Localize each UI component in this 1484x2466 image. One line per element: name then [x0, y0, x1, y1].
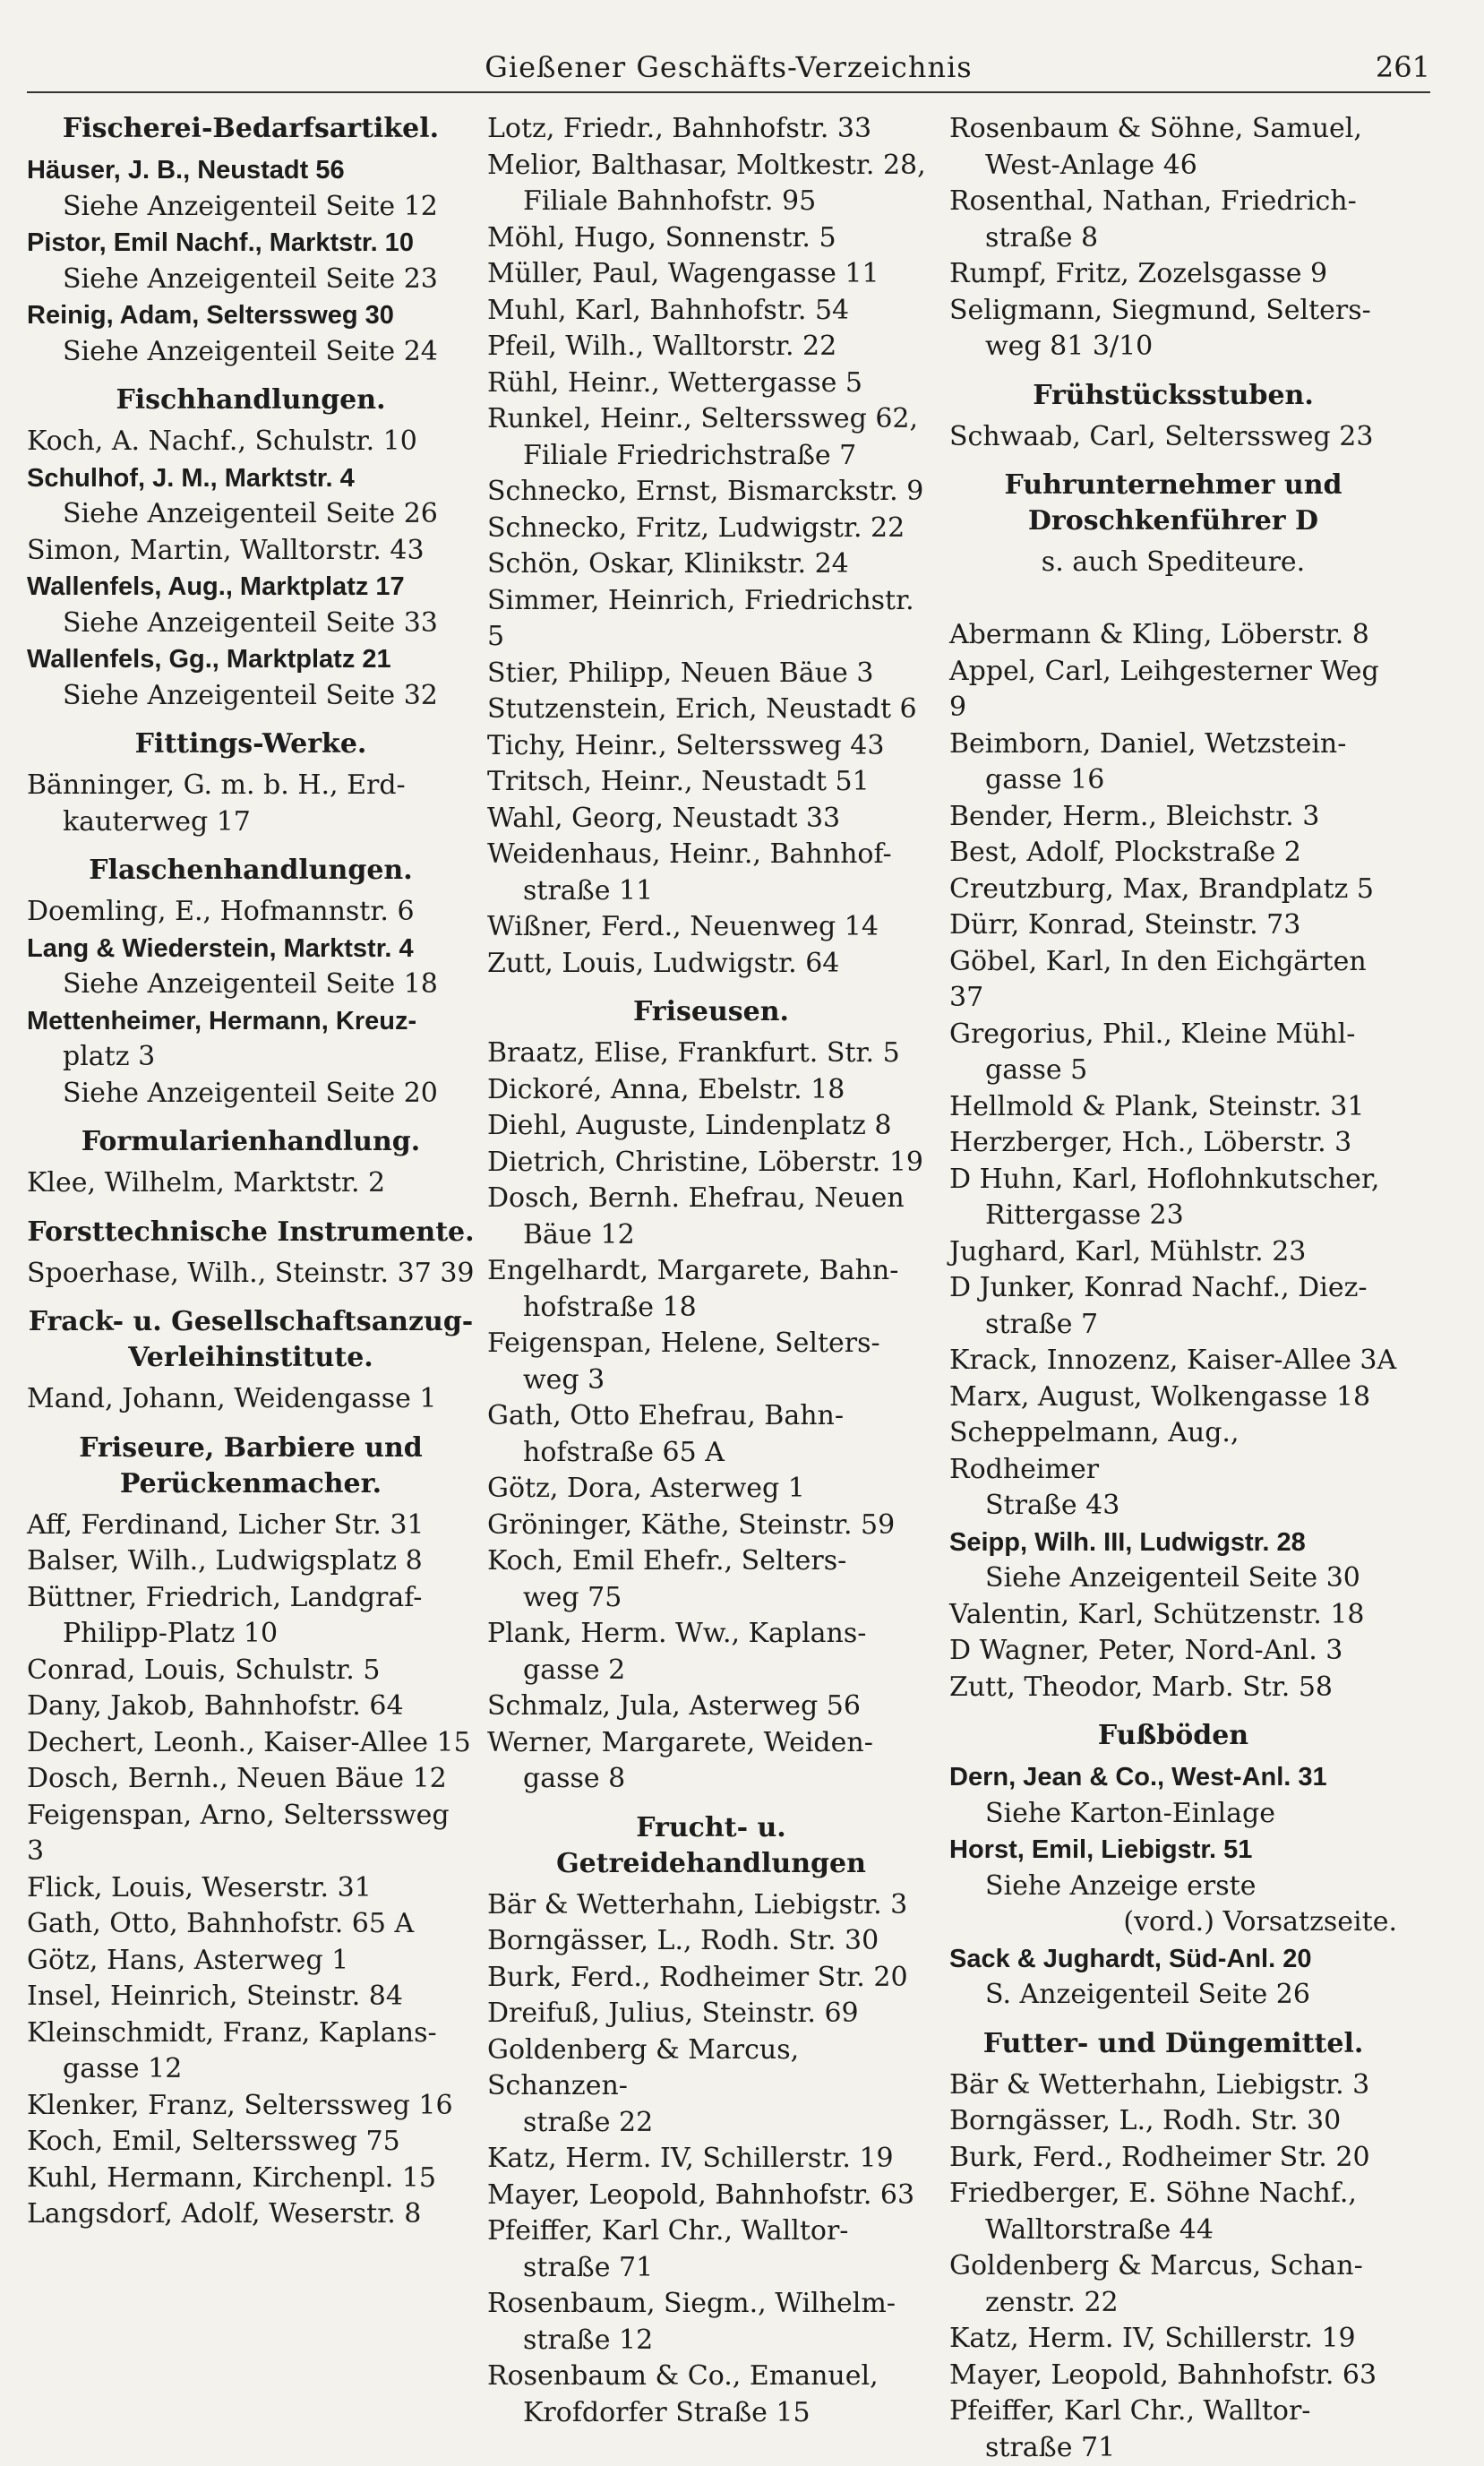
- directory-entry-continuation: weg 75: [487, 1580, 935, 1617]
- directory-entry-continuation: hofstraße 65 A: [487, 1435, 935, 1472]
- directory-entry: Scheppelmann, Aug., Rodheimer: [949, 1415, 1397, 1488]
- directory-entry: Langsdorf, Adolf, Weserstr. 8: [27, 2196, 475, 2233]
- directory-entry-continuation: Siehe Anzeigenteil Seite 20: [27, 1076, 475, 1113]
- section-heading: Frack- u. Gesellschaftsanzug-Verleihinstitute.: [27, 1304, 475, 1376]
- section-heading: Forsttechnische Instrumente.: [27, 1215, 475, 1250]
- directory-entry: Gath, Otto, Bahnhofstr. 65 A: [27, 1906, 475, 1943]
- directory-entry: Plank, Herm. Ww., Kaplans-: [487, 1616, 935, 1653]
- directory-entry: Flick, Louis, Weserstr. 31: [27, 1870, 475, 1907]
- directory-entry-continuation: Philipp-Platz 10: [27, 1616, 475, 1653]
- directory-entry: Stutzenstein, Erich, Neustadt 6: [487, 692, 935, 728]
- directory-entry: Lotz, Friedr., Bahnhofstr. 33: [487, 111, 935, 148]
- directory-entry: Simmer, Heinrich, Friedrichstr. 5: [487, 583, 935, 656]
- directory-entry: Zutt, Theodor, Marb. Str. 58: [949, 1670, 1397, 1706]
- section-heading: Friseure, Barbiere und Perückenmacher.: [27, 1431, 475, 1502]
- directory-entry: Dietrich, Christine, Löberstr. 19: [487, 1145, 935, 1181]
- directory-entry: Simon, Martin, Walltorstr. 43: [27, 533, 475, 570]
- directory-entry: Dickoré, Anna, Ebelstr. 18: [487, 1072, 935, 1109]
- directory-entry: Valentin, Karl, Schützenstr. 18: [949, 1597, 1397, 1634]
- directory-entry: Pfeiffer, Karl Chr., Walltor-: [487, 2213, 935, 2250]
- directory-entry: Tritsch, Heinr., Neustadt 51: [487, 764, 935, 801]
- directory-entry-continuation: Bäue 12: [487, 1217, 935, 1254]
- directory-entry: Runkel, Heinr., Selterssweg 62,: [487, 401, 935, 438]
- directory-entry: Schön, Oskar, Klinikstr. 24: [487, 546, 935, 583]
- directory-entry-continuation: Siehe Anzeigenteil Seite 23: [27, 262, 475, 298]
- directory-entry: Dechert, Leonh., Kaiser-Allee 15: [27, 1725, 475, 1762]
- directory-entry: Schulhof, J. M., Marktstr. 4: [27, 460, 475, 497]
- page-number: 261: [1376, 50, 1430, 84]
- directory-entry-continuation: Krofdorfer Straße 15: [487, 2395, 935, 2432]
- directory-entry: Klee, Wilhelm, Marktstr. 2: [27, 1165, 475, 1202]
- directory-entry-continuation: straße 7: [949, 1307, 1397, 1344]
- directory-entry: Burk, Ferd., Rodheimer Str. 20: [949, 2140, 1397, 2177]
- directory-entry-continuation: kauterweg 17: [27, 804, 475, 841]
- directory-entry: Appel, Carl, Leihgesterner Weg 9: [949, 654, 1397, 726]
- directory-entry: Aff, Ferdinand, Licher Str. 31: [27, 1508, 475, 1544]
- directory-entry: Herzberger, Hch., Löberstr. 3: [949, 1125, 1397, 1162]
- section-heading: Formularienhandlung.: [27, 1124, 475, 1160]
- directory-entry: Koch, Emil, Selterssweg 75: [27, 2124, 475, 2161]
- directory-entry: Feigenspan, Helene, Selters-: [487, 1326, 935, 1362]
- section-heading: Flaschenhandlungen.: [27, 853, 475, 889]
- directory-entry-continuation: weg 3: [487, 1362, 935, 1399]
- directory-entry-continuation: Siehe Anzeigenteil Seite 12: [27, 189, 475, 226]
- directory-entry: Feigenspan, Arno, Selterssweg 3: [27, 1798, 475, 1870]
- directory-entry: Braatz, Elise, Frankfurt. Str. 5: [487, 1035, 935, 1072]
- directory-entry: Jughard, Karl, Mühlstr. 23: [949, 1234, 1397, 1271]
- directory-entry: Häuser, J. B., Neustadt 56: [27, 152, 475, 189]
- directory-entry: Dreifuß, Julius, Steinstr. 69: [487, 1996, 935, 2032]
- directory-entry: Abermann & Kling, Löberstr. 8: [949, 617, 1397, 654]
- directory-entry: Balser, Wilh., Ludwigsplatz 8: [27, 1543, 475, 1580]
- directory-entry: Hellmold & Plank, Steinstr. 31: [949, 1089, 1397, 1126]
- directory-entry-continuation: Walltorstraße 44: [949, 2213, 1397, 2249]
- directory-entry-continuation: Siehe Anzeigenteil Seite 33: [27, 606, 475, 642]
- section-heading: Futter- und Düngemittel.: [949, 2026, 1397, 2062]
- directory-entry-continuation: Straße 43: [949, 1488, 1397, 1525]
- section-heading: Fischerei-Bedarfsartikel.: [27, 111, 475, 147]
- directory-entry-continuation: Rittergasse 23: [949, 1198, 1397, 1234]
- directory-entry: s. auch Spediteure.: [949, 545, 1397, 581]
- directory-entry: Creutzburg, Max, Brandplatz 5: [949, 872, 1397, 908]
- directory-entry: Muhl, Karl, Bahnhofstr. 54: [487, 293, 935, 330]
- directory-entry-continuation: Filiale Bahnhofstr. 95: [487, 184, 935, 220]
- directory-entry: Mayer, Leopold, Bahnhofstr. 63: [949, 2358, 1397, 2394]
- directory-entry: Götz, Dora, Asterweg 1: [487, 1471, 935, 1508]
- directory-entry: Beimborn, Daniel, Wetzstein-: [949, 726, 1397, 763]
- directory-entry-continuation: gasse 8: [487, 1761, 935, 1798]
- page-title: Gießener Geschäfts-Verzeichnis: [27, 50, 1430, 84]
- directory-entry: D Wagner, Peter, Nord-Anl. 3: [949, 1633, 1397, 1670]
- directory-entry: Gath, Otto Ehefrau, Bahn-: [487, 1398, 935, 1435]
- directory-entry: (vord.) Vorsatzseite.: [949, 1904, 1397, 1941]
- section-heading: Fischhandlungen.: [27, 382, 475, 418]
- directory-entry: Rosenbaum & Söhne, Samuel,: [949, 111, 1397, 148]
- section-heading: Frucht- u. Getreidehandlungen: [487, 1810, 935, 1882]
- directory-entry: Pistor, Emil Nachf., Marktstr. 10: [27, 225, 475, 262]
- directory-entry: D Junker, Konrad Nachf., Diez-: [949, 1270, 1397, 1307]
- directory-entry-continuation: Siehe Anzeigenteil Seite 26: [27, 496, 475, 533]
- directory-entry: Mayer, Leopold, Bahnhofstr. 63: [487, 2178, 935, 2214]
- directory-entry: Conrad, Louis, Schulstr. 5: [27, 1653, 475, 1689]
- directory-entry-continuation: straße 12: [487, 2323, 935, 2359]
- directory-entry: Pfeil, Wilh., Walltorstr. 22: [487, 329, 935, 365]
- directory-entry-continuation: Filiale Friedrichstraße 7: [487, 438, 935, 475]
- directory-entry: Rühl, Heinr., Wettergasse 5: [487, 365, 935, 402]
- column-3: [949, 111, 1397, 2466]
- directory-entry-continuation: Siehe Anzeigenteil Seite 32: [27, 678, 475, 715]
- directory-entry: Rosenthal, Nathan, Friedrich-: [949, 184, 1397, 220]
- directory-entry: Pfeiffer, Karl Chr., Walltor-: [949, 2393, 1397, 2430]
- page-header: [27, 47, 1430, 93]
- column-1: [27, 111, 475, 2233]
- directory-entry: [949, 581, 1397, 618]
- directory-entry: Rosenbaum, Siegm., Wilhelm-: [487, 2286, 935, 2323]
- directory-entry: Mettenheimer, Hermann, Kreuz-: [27, 1003, 475, 1040]
- directory-entry: Best, Adolf, Plockstraße 2: [949, 835, 1397, 872]
- directory-entry: Koch, A. Nachf., Schulstr. 10: [27, 424, 475, 460]
- column-2: [487, 111, 935, 2431]
- directory-entry-continuation: straße 11: [487, 873, 935, 910]
- directory-entry: Göbel, Karl, In den Eichgärten 37: [949, 944, 1397, 1017]
- directory-entry: Dürr, Konrad, Steinstr. 73: [949, 907, 1397, 944]
- directory-entry: Katz, Herm. IV, Schillerstr. 19: [949, 2321, 1397, 2358]
- directory-entry: Schmalz, Jula, Asterweg 56: [487, 1688, 935, 1725]
- section-heading: Frühstücksstuben.: [949, 378, 1397, 414]
- directory-entry: Wahl, Georg, Neustadt 33: [487, 801, 935, 838]
- directory-entry-continuation: gasse 5: [949, 1053, 1397, 1089]
- directory-entry: Wißner, Ferd., Neuenweg 14: [487, 909, 935, 946]
- directory-entry: Schwaab, Carl, Selterssweg 23: [949, 419, 1397, 456]
- directory-entry: Marx, August, Wolkengasse 18: [949, 1379, 1397, 1416]
- directory-entry: Klenker, Franz, Selterssweg 16: [27, 2088, 475, 2125]
- directory-entry: Dany, Jakob, Bahnhofstr. 64: [27, 1688, 475, 1725]
- directory-entry-continuation: gasse 16: [949, 762, 1397, 799]
- directory-entry-continuation: straße 8: [949, 220, 1397, 257]
- directory-entry-continuation: S. Anzeigenteil Seite 26: [949, 1977, 1397, 2014]
- directory-entry-continuation: Siehe Anzeigenteil Seite 24: [27, 334, 475, 371]
- directory-entry-continuation: platz 3: [27, 1039, 475, 1076]
- directory-entry-continuation: straße 22: [487, 2105, 935, 2142]
- directory-entry: Bär & Wetterhahn, Liebigstr. 3: [949, 2067, 1397, 2104]
- directory-entry: Doemling, E., Hofmannstr. 6: [27, 894, 475, 931]
- section-heading: Fuhrunternehmer und Droschkenführer D: [949, 468, 1397, 539]
- directory-entry: Zutt, Louis, Ludwigstr. 64: [487, 946, 935, 983]
- directory-entry-continuation: straße 71: [487, 2250, 935, 2287]
- directory-entry: Wallenfels, Gg., Marktplatz 21: [27, 641, 475, 678]
- directory-entry: Rumpf, Fritz, Zozelsgasse 9: [949, 256, 1397, 293]
- directory-entry: Seipp, Wilh. III, Ludwigstr. 28: [949, 1525, 1397, 1561]
- directory-entry: Sack & Jughardt, Süd-Anl. 20: [949, 1941, 1397, 1978]
- directory-entry: Reinig, Adam, Selterssweg 30: [27, 297, 475, 334]
- directory-entry: Rosenbaum & Co., Emanuel,: [487, 2359, 935, 2395]
- directory-entry: Mand, Johann, Weidengasse 1: [27, 1381, 475, 1418]
- directory-entry: Burk, Ferd., Rodheimer Str. 20: [487, 1960, 935, 1997]
- directory-entry: Goldenberg & Marcus, Schanzen-: [487, 2032, 935, 2105]
- directory-entry: Horst, Emil, Liebigstr. 51: [949, 1832, 1397, 1869]
- directory-entry-continuation: Siehe Anzeigenteil Seite 30: [949, 1560, 1397, 1597]
- directory-entry: Koch, Emil Ehefr., Selters-: [487, 1543, 935, 1580]
- directory-entry: Kleinschmidt, Franz, Kaplans-: [27, 2015, 475, 2052]
- directory-entry: Dern, Jean & Co., West-Anl. 31: [949, 1759, 1397, 1796]
- directory-entry: Seligmann, Siegmund, Selters-: [949, 293, 1397, 330]
- directory-entry: Bender, Herm., Bleichstr. 3: [949, 799, 1397, 836]
- directory-entry: Insel, Heinrich, Steinstr. 84: [27, 1979, 475, 2015]
- directory-entry-continuation: gasse 12: [27, 2051, 475, 2088]
- directory-entry: Werner, Margarete, Weiden-: [487, 1725, 935, 1762]
- directory-entry: Goldenberg & Marcus, Schan-: [949, 2248, 1397, 2285]
- directory-entry: Götz, Hans, Asterweg 1: [27, 1943, 475, 1980]
- directory-entry-continuation: West-Anlage 46: [949, 148, 1397, 185]
- directory-entry: Stier, Philipp, Neuen Bäue 3: [487, 656, 935, 692]
- directory-entry: Krack, Innozenz, Kaiser-Allee 3A: [949, 1343, 1397, 1379]
- section-heading: Friseusen.: [487, 994, 935, 1030]
- directory-entry: Schnecko, Ernst, Bismarckstr. 9: [487, 474, 935, 511]
- section-heading: Fittings-Werke.: [27, 726, 475, 762]
- directory-entry: Lang & Wiederstein, Marktstr. 4: [27, 931, 475, 967]
- directory-entry: Gregorius, Phil., Kleine Mühl-: [949, 1017, 1397, 1053]
- directory-entry: D Huhn, Karl, Hoflohnkutscher,: [949, 1162, 1397, 1199]
- directory-entry-continuation: Siehe Karton-Einlage: [949, 1796, 1397, 1833]
- section-heading: Fußböden: [949, 1718, 1397, 1754]
- directory-entry-continuation: gasse 2: [487, 1653, 935, 1689]
- directory-entry: Friedberger, E. Söhne Nachf.,: [949, 2176, 1397, 2213]
- directory-entry: Weidenhaus, Heinr., Bahnhof-: [487, 837, 935, 873]
- directory-entry: Büttner, Friedrich, Landgraf-: [27, 1580, 475, 1617]
- directory-entry: Borngässer, L., Rodh. Str. 30: [487, 1923, 935, 1960]
- directory-entry: Wallenfels, Aug., Marktplatz 17: [27, 569, 475, 606]
- directory-entry: Gröninger, Käthe, Steinstr. 59: [487, 1508, 935, 1544]
- directory-entry: Kuhl, Hermann, Kirchenpl. 15: [27, 2161, 475, 2197]
- directory-entry: Bär & Wetterhahn, Liebigstr. 3: [487, 1887, 935, 1924]
- directory-entry: Bänninger, G. m. b. H., Erd-: [27, 768, 475, 804]
- directory-entry: Dosch, Bernh. Ehefrau, Neuen: [487, 1181, 935, 1217]
- directory-entry: Katz, Herm. IV, Schillerstr. 19: [487, 2141, 935, 2178]
- directory-entry-continuation: Siehe Anzeigenteil Seite 18: [27, 967, 475, 1003]
- directory-entry: Borngässer, L., Rodh. Str. 30: [949, 2103, 1397, 2140]
- directory-entry: Tichy, Heinr., Selterssweg 43: [487, 728, 935, 765]
- directory-entry: Diehl, Auguste, Lindenplatz 8: [487, 1108, 935, 1145]
- directory-entry: Möhl, Hugo, Sonnenstr. 5: [487, 220, 935, 257]
- directory-entry-continuation: zenstr. 22: [949, 2285, 1397, 2322]
- directory-entry: Engelhardt, Margarete, Bahn-: [487, 1253, 935, 1290]
- directory-entry-continuation: hofstraße 18: [487, 1290, 935, 1327]
- directory-entry: Spoerhase, Wilh., Steinstr. 37 39: [27, 1256, 475, 1293]
- directory-entry: Schnecko, Fritz, Ludwigstr. 22: [487, 511, 935, 547]
- directory-entry-continuation: weg 81 3/10: [949, 329, 1397, 365]
- directory-entry-continuation: Siehe Anzeige erste: [949, 1869, 1397, 1905]
- directory-entry: Müller, Paul, Wagengasse 11: [487, 256, 935, 293]
- directory-entry-continuation: straße 71: [949, 2430, 1397, 2466]
- directory-entry: Dosch, Bernh., Neuen Bäue 12: [27, 1761, 475, 1798]
- directory-entry: Melior, Balthasar, Moltkestr. 28,: [487, 148, 935, 185]
